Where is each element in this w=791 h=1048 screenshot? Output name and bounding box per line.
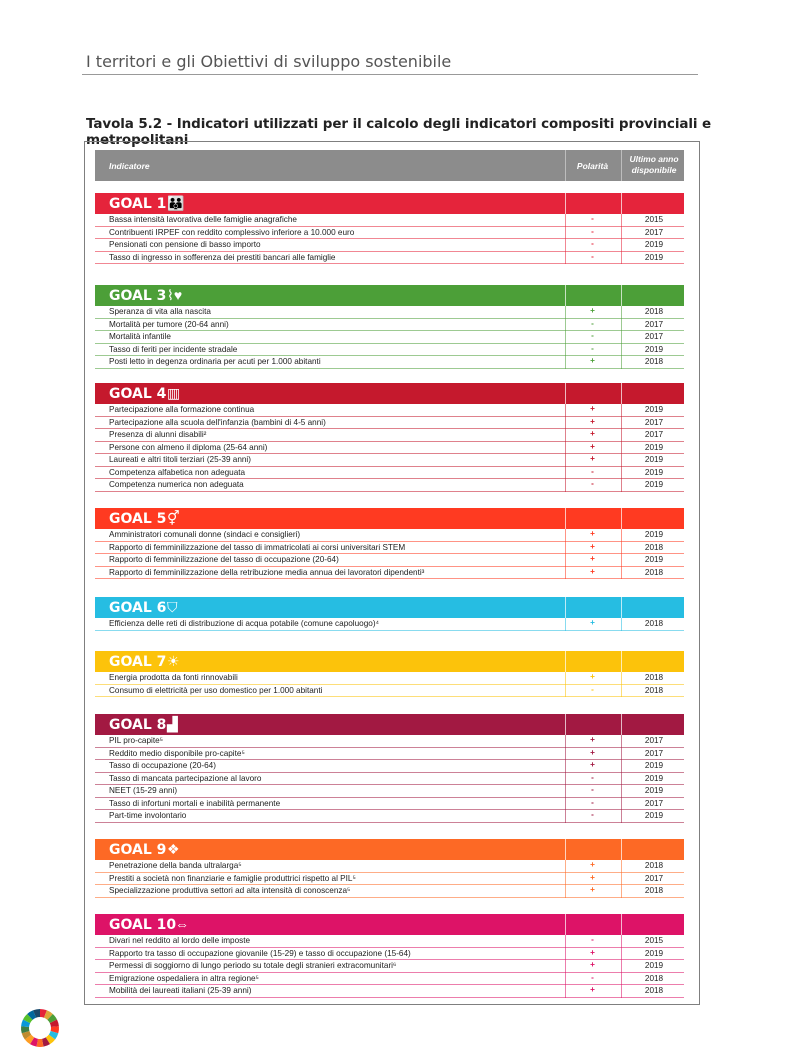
polarity-cell: + [590, 541, 595, 551]
column-divider [621, 150, 622, 181]
running-header: I territori e gli Obiettivi di sviluppo sostenibile [86, 52, 452, 71]
column-header-indicator: Indicatore [109, 161, 150, 171]
polarity-cell: + [590, 356, 595, 365]
polarity-cell: - [591, 772, 594, 782]
table-row [95, 404, 684, 417]
table-row [95, 948, 684, 961]
column-divider [621, 454, 622, 467]
table-row [95, 885, 684, 898]
row-rule [95, 630, 684, 631]
column-divider [621, 935, 622, 948]
polarity-cell: + [590, 454, 595, 463]
table-row [95, 442, 684, 455]
sun-icon: ☀ [167, 653, 180, 669]
column-divider [621, 252, 622, 265]
year-cell: 2019 [644, 811, 664, 820]
column-divider [621, 651, 622, 672]
goal-band [95, 285, 684, 306]
table-row [95, 479, 684, 492]
year-cell: 2019 [644, 761, 664, 770]
goal-band [95, 383, 684, 404]
column-divider [621, 960, 622, 973]
indicator-cell: Emigrazione ospedaliera in altra regione⁵ [109, 973, 259, 983]
polarity-cell: - [591, 479, 594, 488]
column-divider [621, 672, 622, 685]
goal-band [95, 914, 684, 935]
table-row [95, 417, 684, 430]
polarity-cell: - [591, 251, 594, 261]
goal-label: GOAL 9 [109, 842, 167, 858]
column-divider [621, 285, 622, 306]
goal-section [95, 714, 684, 823]
year-cell: 2017 [644, 798, 664, 808]
year-cell: 2019 [644, 555, 664, 564]
column-divider [621, 785, 622, 798]
indicator-cell: Efficienza delle reti di distribuzione di acqua potabile (comune capoluogo)⁴ [109, 619, 380, 628]
row-rule [95, 491, 684, 492]
column-divider [621, 417, 622, 430]
year-cell: 2018 [644, 307, 664, 316]
column-header-year: Ultimo anno disponibile [629, 154, 679, 175]
column-divider [565, 597, 566, 618]
year-cell: 2019 [644, 961, 664, 970]
table-row [95, 748, 684, 761]
table-row [95, 227, 684, 240]
year-cell: 2017 [644, 430, 664, 439]
table-row [95, 252, 684, 265]
polarity-cell: - [591, 785, 594, 794]
column-divider [621, 542, 622, 555]
indicator-cell: Energia prodotta da fonti rinnovabili [109, 673, 238, 682]
indicator-cell: Mortalità infantile [109, 332, 171, 341]
year-cell: 2015 [644, 215, 664, 224]
year-cell: 2018 [644, 542, 664, 552]
year-cell: 2018 [644, 886, 664, 895]
goal-band [95, 651, 684, 672]
year-cell: 2019 [644, 467, 664, 477]
column-divider [621, 239, 622, 252]
table-row [95, 798, 684, 811]
polarity-cell: - [591, 214, 594, 223]
table-row [95, 467, 684, 480]
polarity-cell: + [590, 429, 595, 438]
indicator-cell: Divari nel reddito al lordo delle imposte [109, 936, 251, 945]
year-cell: 2018 [644, 357, 664, 366]
column-divider [565, 285, 566, 306]
table-title: Tavola 5.2 - Indicatori utilizzati per il calcolo degli indicatori compositi provinciali e metropolitani [86, 116, 712, 148]
polarity-cell: - [591, 226, 594, 236]
indicator-cell: Persone con almeno il diploma (25-64 anni) [109, 442, 268, 452]
indicator-cell: Rapporto tra tasso di occupazione giovanile (15-29) e tasso di occupazione (15-64) [109, 948, 411, 958]
year-cell: 2018 [644, 973, 664, 983]
indicator-cell: Laureati e altri titoli terziari (25-39 anni) [109, 455, 251, 464]
table-row [95, 785, 684, 798]
indicator-cell: Presenza di alunni disabili² [109, 430, 207, 439]
growth-chart-icon: ▟ [167, 716, 178, 732]
row-rule [95, 368, 684, 369]
column-divider [621, 748, 622, 761]
column-divider [621, 331, 622, 344]
indicator-cell: Tasso di infortuni mortali e inabilità permanente [109, 798, 281, 808]
goal-band [95, 714, 684, 735]
column-divider [621, 597, 622, 618]
column-divider [565, 914, 566, 935]
indicator-cell: Competenza numerica non adeguata [109, 480, 244, 489]
column-divider [621, 344, 622, 357]
indicator-cell: Competenza alfabetica non adeguata [109, 467, 246, 477]
indicator-cell: Rapporto di femminilizzazione della retribuzione media annua dei lavoratori dipendenti³ [109, 567, 425, 577]
goal-band [95, 508, 684, 529]
table-row [95, 356, 684, 369]
table-row [95, 685, 684, 698]
table-row [95, 542, 684, 555]
goal-label: GOAL 6 [109, 600, 167, 616]
column-divider [621, 567, 622, 580]
column-divider [621, 214, 622, 227]
sdg-wheel-logo [20, 1008, 60, 1048]
indicator-cell: Reddito medio disponibile pro-capite⁵ [109, 748, 245, 758]
column-divider [621, 356, 622, 369]
year-cell: 2017 [644, 873, 664, 883]
indicator-cell: Partecipazione alla formazione continua [109, 405, 255, 414]
polarity-cell: + [590, 985, 595, 994]
column-divider [621, 839, 622, 860]
column-divider [621, 773, 622, 786]
polarity-cell: - [591, 343, 594, 353]
heartbeat-icon: ⌇♥ [167, 287, 183, 303]
year-cell: 2018 [644, 685, 664, 695]
table-row [95, 529, 684, 542]
goal-band [95, 193, 684, 214]
goal-section [95, 193, 684, 264]
row-rule [95, 578, 684, 579]
year-cell: 2017 [644, 227, 664, 237]
year-cell: 2017 [644, 417, 664, 427]
polarity-cell: + [590, 885, 595, 894]
row-rule [95, 897, 684, 898]
table-row [95, 860, 684, 873]
year-cell: 2019 [644, 786, 664, 795]
goal-label: GOAL 7 [109, 654, 167, 670]
year-cell: 2015 [644, 936, 664, 945]
water-icon: ⛉ [167, 599, 178, 615]
book-icon: ▥ [167, 385, 181, 401]
column-divider [621, 810, 622, 823]
column-divider [621, 404, 622, 417]
polarity-cell: + [590, 404, 595, 413]
column-divider [621, 383, 622, 404]
indicator-cell: Bassa intensità lavorativa delle famiglie anagrafiche [109, 215, 297, 224]
column-divider [565, 383, 566, 404]
goal-label: GOAL 1 [109, 196, 167, 212]
column-divider [621, 760, 622, 773]
indicator-cell: Contribuenti IRPEF con reddito complessivo inferiore a 10.000 euro [109, 227, 355, 237]
column-divider [565, 193, 566, 214]
column-divider [621, 973, 622, 986]
table-row [95, 873, 684, 886]
column-divider [565, 714, 566, 735]
polarity-cell: + [590, 760, 595, 769]
column-divider [621, 860, 622, 873]
goal-section [95, 508, 684, 579]
indicator-cell: Pensionati con pensione di basso importo [109, 240, 261, 249]
indicator-cell: Consumo di elettricità per uso domestico per 1.000 abitanti [109, 685, 323, 695]
table-row [95, 454, 684, 467]
inequality-arrows-icon: ⇔ [175, 916, 189, 932]
year-cell: 2019 [644, 405, 664, 414]
table-row [95, 810, 684, 823]
indicator-cell: Penetrazione della banda ultralarga⁵ [109, 861, 242, 870]
column-divider [621, 306, 622, 319]
polarity-cell: + [590, 554, 595, 563]
indicator-cell: Partecipazione alla scuola dell'infanzia (bambini di 4-5 anni) [109, 417, 326, 427]
column-divider [621, 193, 622, 214]
goal-section [95, 285, 684, 369]
indicator-cell: Tasso di mancata partecipazione al lavoro [109, 773, 262, 783]
column-divider [621, 914, 622, 935]
polarity-cell: - [591, 318, 594, 328]
table-row [95, 214, 684, 227]
goal-section [95, 383, 684, 492]
table-row [95, 319, 684, 332]
indicator-cell: Posti letto in degenza ordinaria per acuti per 1.000 abitanti [109, 357, 321, 366]
year-cell: 2017 [644, 748, 664, 758]
table-row [95, 672, 684, 685]
polarity-cell: + [590, 306, 595, 315]
goal-label: GOAL 8 [109, 717, 167, 733]
year-cell: 2018 [644, 619, 664, 628]
year-cell: 2018 [644, 673, 664, 682]
indicator-cell: Rapporto di femminilizzazione del tasso di immatricolati ai corsi universitari STEM [109, 542, 406, 552]
polarity-cell: + [590, 735, 595, 744]
year-cell: 2017 [644, 319, 664, 329]
column-divider [621, 529, 622, 542]
polarity-cell: + [590, 860, 595, 869]
goal-label: GOAL 3 [109, 288, 167, 304]
polarity-cell: + [590, 672, 595, 681]
polarity-cell: + [590, 872, 595, 882]
indicator-cell: Speranza di vita alla nascita [109, 307, 211, 316]
goal-section [95, 839, 684, 898]
polarity-cell: + [590, 566, 595, 576]
column-divider [621, 685, 622, 698]
table-row [95, 735, 684, 748]
cubes-icon: ❖ [167, 841, 180, 857]
column-divider [621, 948, 622, 961]
year-cell: 2019 [644, 252, 664, 262]
column-divider [621, 429, 622, 442]
column-divider [621, 467, 622, 480]
column-divider [565, 508, 566, 529]
table-header-row [95, 150, 684, 181]
year-cell: 2019 [644, 948, 664, 958]
polarity-cell: - [591, 935, 594, 944]
polarity-cell: + [590, 618, 595, 627]
indicator-cell: Mobilità dei laureati italiani (25-39 anni) [109, 986, 252, 995]
column-divider [621, 885, 622, 898]
row-rule [95, 997, 684, 998]
column-divider [621, 985, 622, 998]
goal-label: GOAL 10 [109, 917, 177, 933]
polarity-cell: - [591, 239, 594, 248]
header-divider [82, 74, 698, 75]
table-row [95, 973, 684, 986]
row-rule [95, 696, 684, 697]
polarity-cell: - [591, 797, 594, 807]
table-row [95, 554, 684, 567]
people-icon: 👪 [167, 195, 185, 211]
indicator-cell: Mortalità per tumore (20-64 anni) [109, 319, 229, 329]
table-row [95, 429, 684, 442]
column-divider [621, 442, 622, 455]
goal-band [95, 597, 684, 618]
indicator-cell: Tasso di occupazione (20-64) [109, 761, 216, 770]
table-row [95, 935, 684, 948]
year-cell: 2019 [644, 442, 664, 452]
column-divider [621, 508, 622, 529]
indicator-cell: Specializzazione produttiva settori ad alta intensità di conoscenza⁵ [109, 886, 351, 895]
gender-icon: ⚥ [167, 510, 180, 526]
year-cell: 2019 [644, 240, 664, 249]
table-row [95, 960, 684, 973]
table-row [95, 331, 684, 344]
column-divider [621, 714, 622, 735]
indicator-cell: Part-time involontario [109, 811, 187, 820]
goal-label: GOAL 4 [109, 386, 167, 402]
indicator-cell: Permessi di soggiorno di lungo periodo su totale degli stranieri extracomunitari⁶ [109, 961, 397, 970]
table-row [95, 760, 684, 773]
column-divider [565, 839, 566, 860]
indicator-cell: Tasso di feriti per incidente stradale [109, 344, 238, 354]
polarity-cell: - [591, 810, 594, 819]
indicator-cell: NEET (15-29 anni) [109, 786, 178, 795]
indicator-cell: Rapporto di femminilizzazione del tasso di occupazione (20-64) [109, 555, 339, 564]
goal-section [95, 597, 684, 631]
row-rule [95, 822, 684, 823]
table-row [95, 567, 684, 580]
year-cell: 2019 [644, 455, 664, 464]
column-divider [621, 479, 622, 492]
polarity-cell: + [590, 947, 595, 957]
year-cell: 2019 [644, 773, 664, 783]
polarity-cell: - [591, 972, 594, 982]
polarity-cell: + [590, 529, 595, 538]
year-cell: 2018 [644, 986, 664, 995]
column-divider [621, 873, 622, 886]
goal-band [95, 839, 684, 860]
column-divider [565, 651, 566, 672]
table-row [95, 985, 684, 998]
column-header-polarity: Polarità [576, 161, 609, 171]
indicator-cell: Prestiti a società non finanziarie e famiglie produttrici rispetto al PIL⁵ [109, 873, 356, 883]
year-cell: 2019 [644, 480, 664, 489]
column-divider [621, 319, 622, 332]
table-row [95, 306, 684, 319]
table-row [95, 618, 684, 631]
polarity-cell: + [590, 441, 595, 451]
column-divider [621, 227, 622, 240]
indicator-cell: Tasso di ingresso in sofferenza dei prestiti bancari alle famiglie [109, 252, 336, 262]
polarity-cell: + [590, 960, 595, 969]
row-rule [95, 263, 684, 264]
indicator-cell: Amministratori comunali donne (sindaci e consiglieri) [109, 530, 301, 539]
polarity-cell: - [591, 331, 594, 340]
table-row [95, 239, 684, 252]
table-row [95, 344, 684, 357]
polarity-cell: - [591, 684, 594, 694]
year-cell: 2019 [644, 344, 664, 354]
year-cell: 2019 [644, 530, 664, 539]
goal-label: GOAL 5 [109, 511, 167, 527]
goal-section [95, 914, 684, 998]
goal-section [95, 651, 684, 697]
year-cell: 2018 [644, 567, 664, 577]
table-row [95, 773, 684, 786]
column-divider [621, 618, 622, 631]
polarity-cell: - [591, 466, 594, 476]
polarity-cell: + [590, 416, 595, 426]
column-divider [621, 554, 622, 567]
year-cell: 2017 [644, 332, 664, 341]
indicator-cell: PIL pro-capite⁵ [109, 736, 164, 745]
year-cell: 2017 [644, 736, 664, 745]
polarity-cell: + [590, 747, 595, 757]
year-cell: 2018 [644, 861, 664, 870]
column-divider [621, 735, 622, 748]
column-divider [621, 798, 622, 811]
